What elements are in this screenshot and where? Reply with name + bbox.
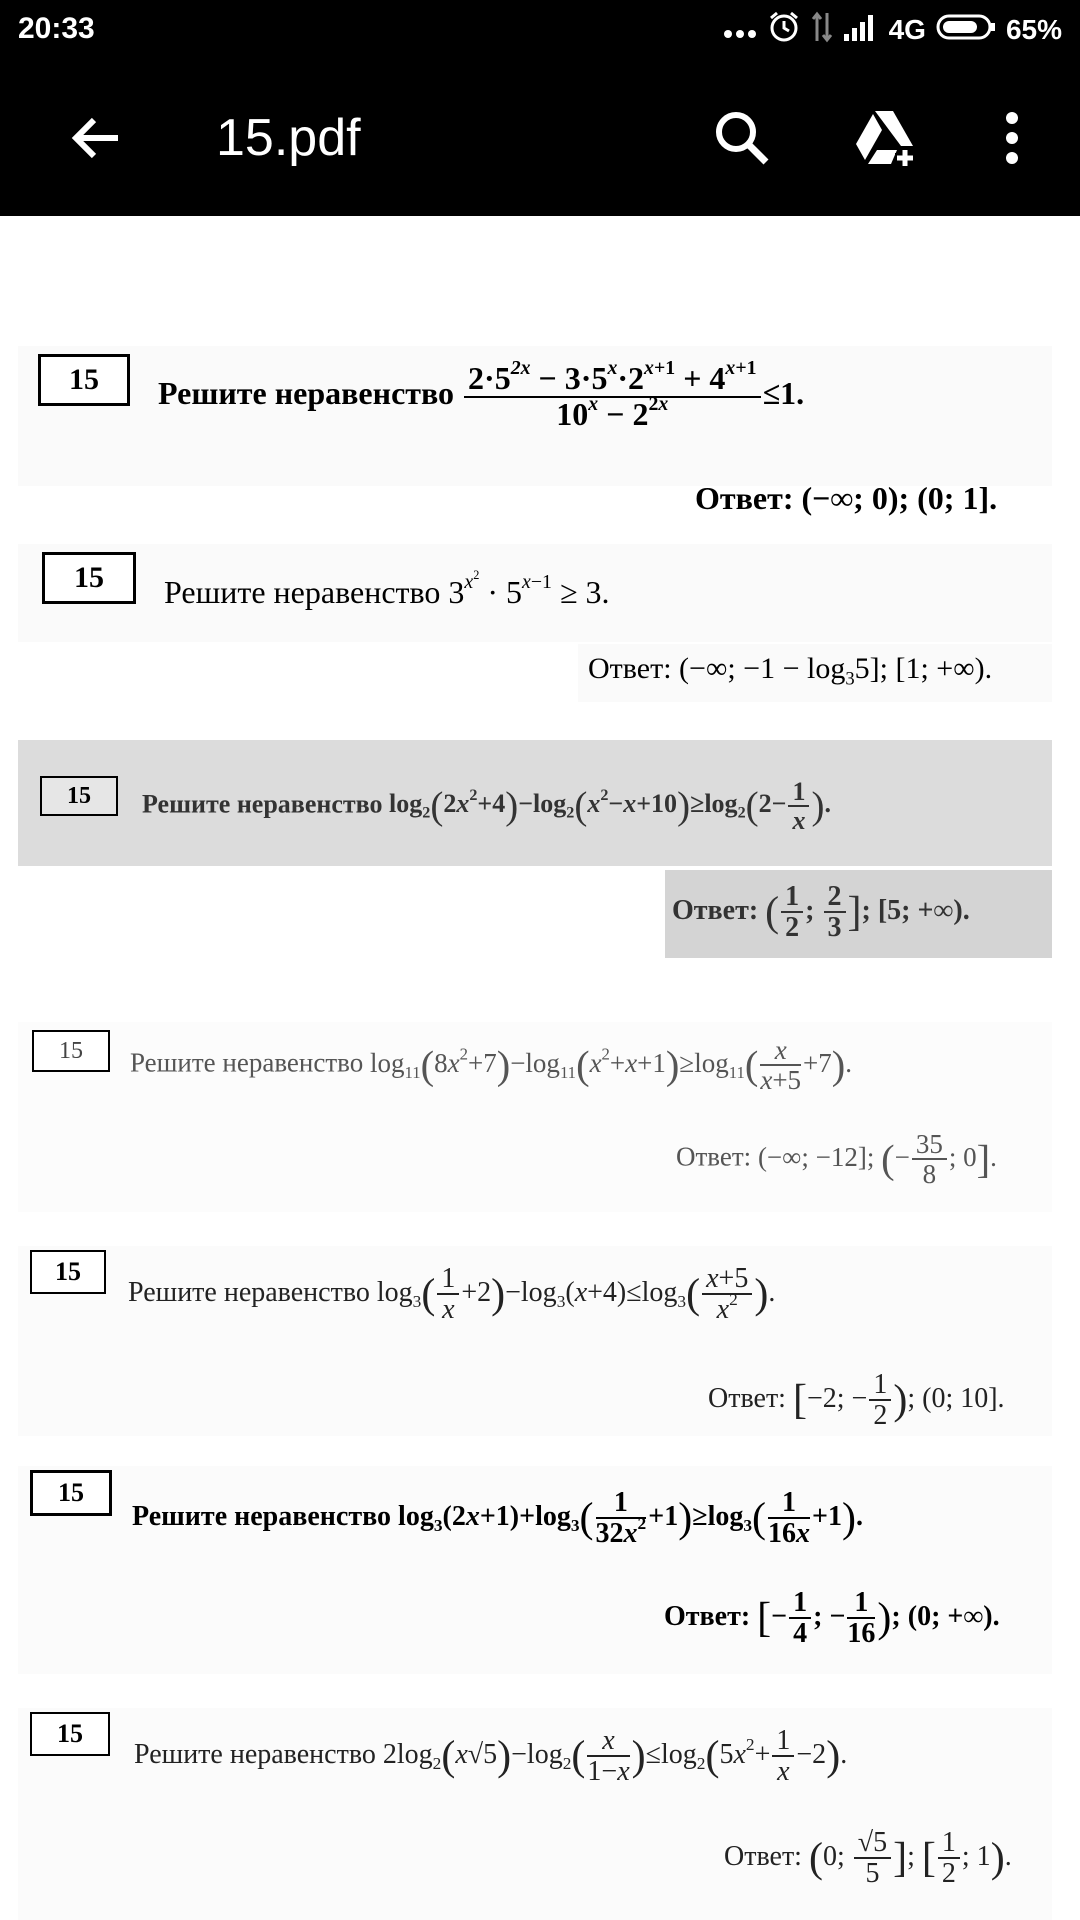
problem-number: 15 — [30, 1712, 110, 1756]
answer-value: (0; $\frac{√5}{5}$ ]; [ $\frac{1}{2}$ ; 1). — [808, 1827, 1012, 1890]
alarm-icon — [767, 10, 801, 51]
search-button[interactable] — [706, 102, 778, 174]
network-type: 4G — [888, 14, 926, 45]
answer-label: Ответ: — [708, 1382, 786, 1414]
answer — [695, 480, 997, 517]
task-text: Решите неравенство — [132, 1500, 392, 1532]
answer-value: ( $\frac{1}{2}$ ; $\frac{2}{3}$ ]; [5; +∞). — [765, 881, 970, 944]
task-text: Решите неравенство — [130, 1047, 364, 1078]
answer-label: Ответ: — [695, 480, 794, 516]
answer — [588, 652, 993, 690]
add-to-drive-button[interactable] — [850, 102, 922, 174]
problem-statement — [142, 778, 831, 835]
answer-value: [− $\frac{1}{4}$ ; − $\frac{1}{16}$ ); (0; +∞). — [757, 1587, 1000, 1650]
answer-value: [−2; − $\frac{1}{2}$ ); (0; 10]. — [792, 1369, 1005, 1432]
search-icon — [712, 108, 772, 168]
formula: $\frac{2\cdot 5^{2x} - 3\cdot 5^x\cdot 2^{x+1} + 4^{x+1}}{10^x - 2^{2x}}$ ≤1. — [462, 375, 804, 411]
answer — [672, 882, 970, 943]
problem-statement — [132, 1488, 863, 1549]
answer-value: (−∞; $-1 - \log_35$]; [1; +∞). — [679, 652, 993, 690]
app-toolbar — [0, 60, 1080, 216]
problem-statement — [158, 357, 805, 432]
answer-label: Ответ: — [724, 1840, 802, 1872]
document-title: 15.pdf — [216, 109, 361, 167]
formula: $\log_3$( $\frac{1}{x}$ $+2)-\log_3(x+4)\le\log_3$( $\frac{x+5}{x^2}$ ). — [376, 1263, 776, 1326]
formula: $3^{x^2} \cdot 5^{x-1} \ge 3$. — [448, 567, 610, 610]
answer-label: Ответ: — [664, 1600, 751, 1632]
pdf-page[interactable] — [0, 216, 1080, 1920]
problem-number: 15 — [42, 552, 136, 604]
signal-icon — [843, 12, 879, 49]
problem-number: 15 — [38, 354, 130, 406]
problem-statement — [130, 1036, 852, 1095]
drive-add-icon — [853, 108, 919, 168]
more-dots-icon — [723, 14, 757, 46]
answer-label: Ответ: — [672, 894, 759, 926]
task-text: Решите неравенство — [134, 1738, 376, 1770]
task-text: Решите неравенство — [142, 789, 383, 819]
back-arrow-icon — [68, 110, 124, 166]
task-text: Решите неравенство — [158, 374, 455, 411]
back-button[interactable] — [60, 102, 132, 174]
battery-level: 65% — [1005, 14, 1062, 45]
answer — [664, 1588, 1000, 1649]
problem-statement — [128, 1264, 775, 1325]
formula: $\log_{11}(8x^2+7)-\log_{11}(x^2+x+1)\ge\log_{11}$( $\frac{x}{x+5}$ +7). — [369, 1035, 853, 1096]
formula: $\log_3(2x+1)+\log_3$( $\frac{1}{32x^2}$ $+1)\ge\log_3$( $\frac{1}{16x}$ +1). — [398, 1487, 864, 1550]
answer — [724, 1828, 1012, 1889]
problem-statement — [134, 1726, 847, 1787]
answer-label: Ответ: — [588, 652, 672, 685]
formula: $\log_2(2x^2+4)-\log_2(x^2-x+10)\ge\log_2(2-$ $\frac{1}{x}$ ). — [389, 777, 831, 836]
problem-number: 15 — [40, 776, 118, 816]
answer-label: Ответ: — [676, 1141, 752, 1172]
answer-value: (−∞; 0); (0; 1]. — [801, 480, 998, 516]
problem-number: 15 — [30, 1250, 106, 1294]
battery-icon — [936, 13, 996, 48]
clock: 20:33 — [18, 12, 95, 45]
status-bar — [0, 0, 1080, 60]
task-text: Решите неравенство — [164, 574, 441, 610]
data-transfer-icon — [811, 11, 833, 50]
problem-number: 15 — [30, 1470, 112, 1516]
formula: $2\log_2(x√5)-\log_2$( $\frac{x}{1-x}$ )$\le\log_2(5x^2+$ $\frac{1}{x}$ −2). — [382, 1725, 848, 1788]
problem-number: 15 — [32, 1030, 110, 1072]
answer — [708, 1370, 1005, 1431]
answer-value: (−∞; −12]; (− $\frac{35}{8}$ ; 0]. — [757, 1129, 997, 1190]
problem-statement — [164, 567, 610, 611]
overflow-menu-button[interactable] — [976, 102, 1048, 174]
task-text: Решите неравенство — [128, 1276, 370, 1308]
answer — [676, 1130, 997, 1189]
overflow-menu-icon — [1002, 110, 1022, 166]
